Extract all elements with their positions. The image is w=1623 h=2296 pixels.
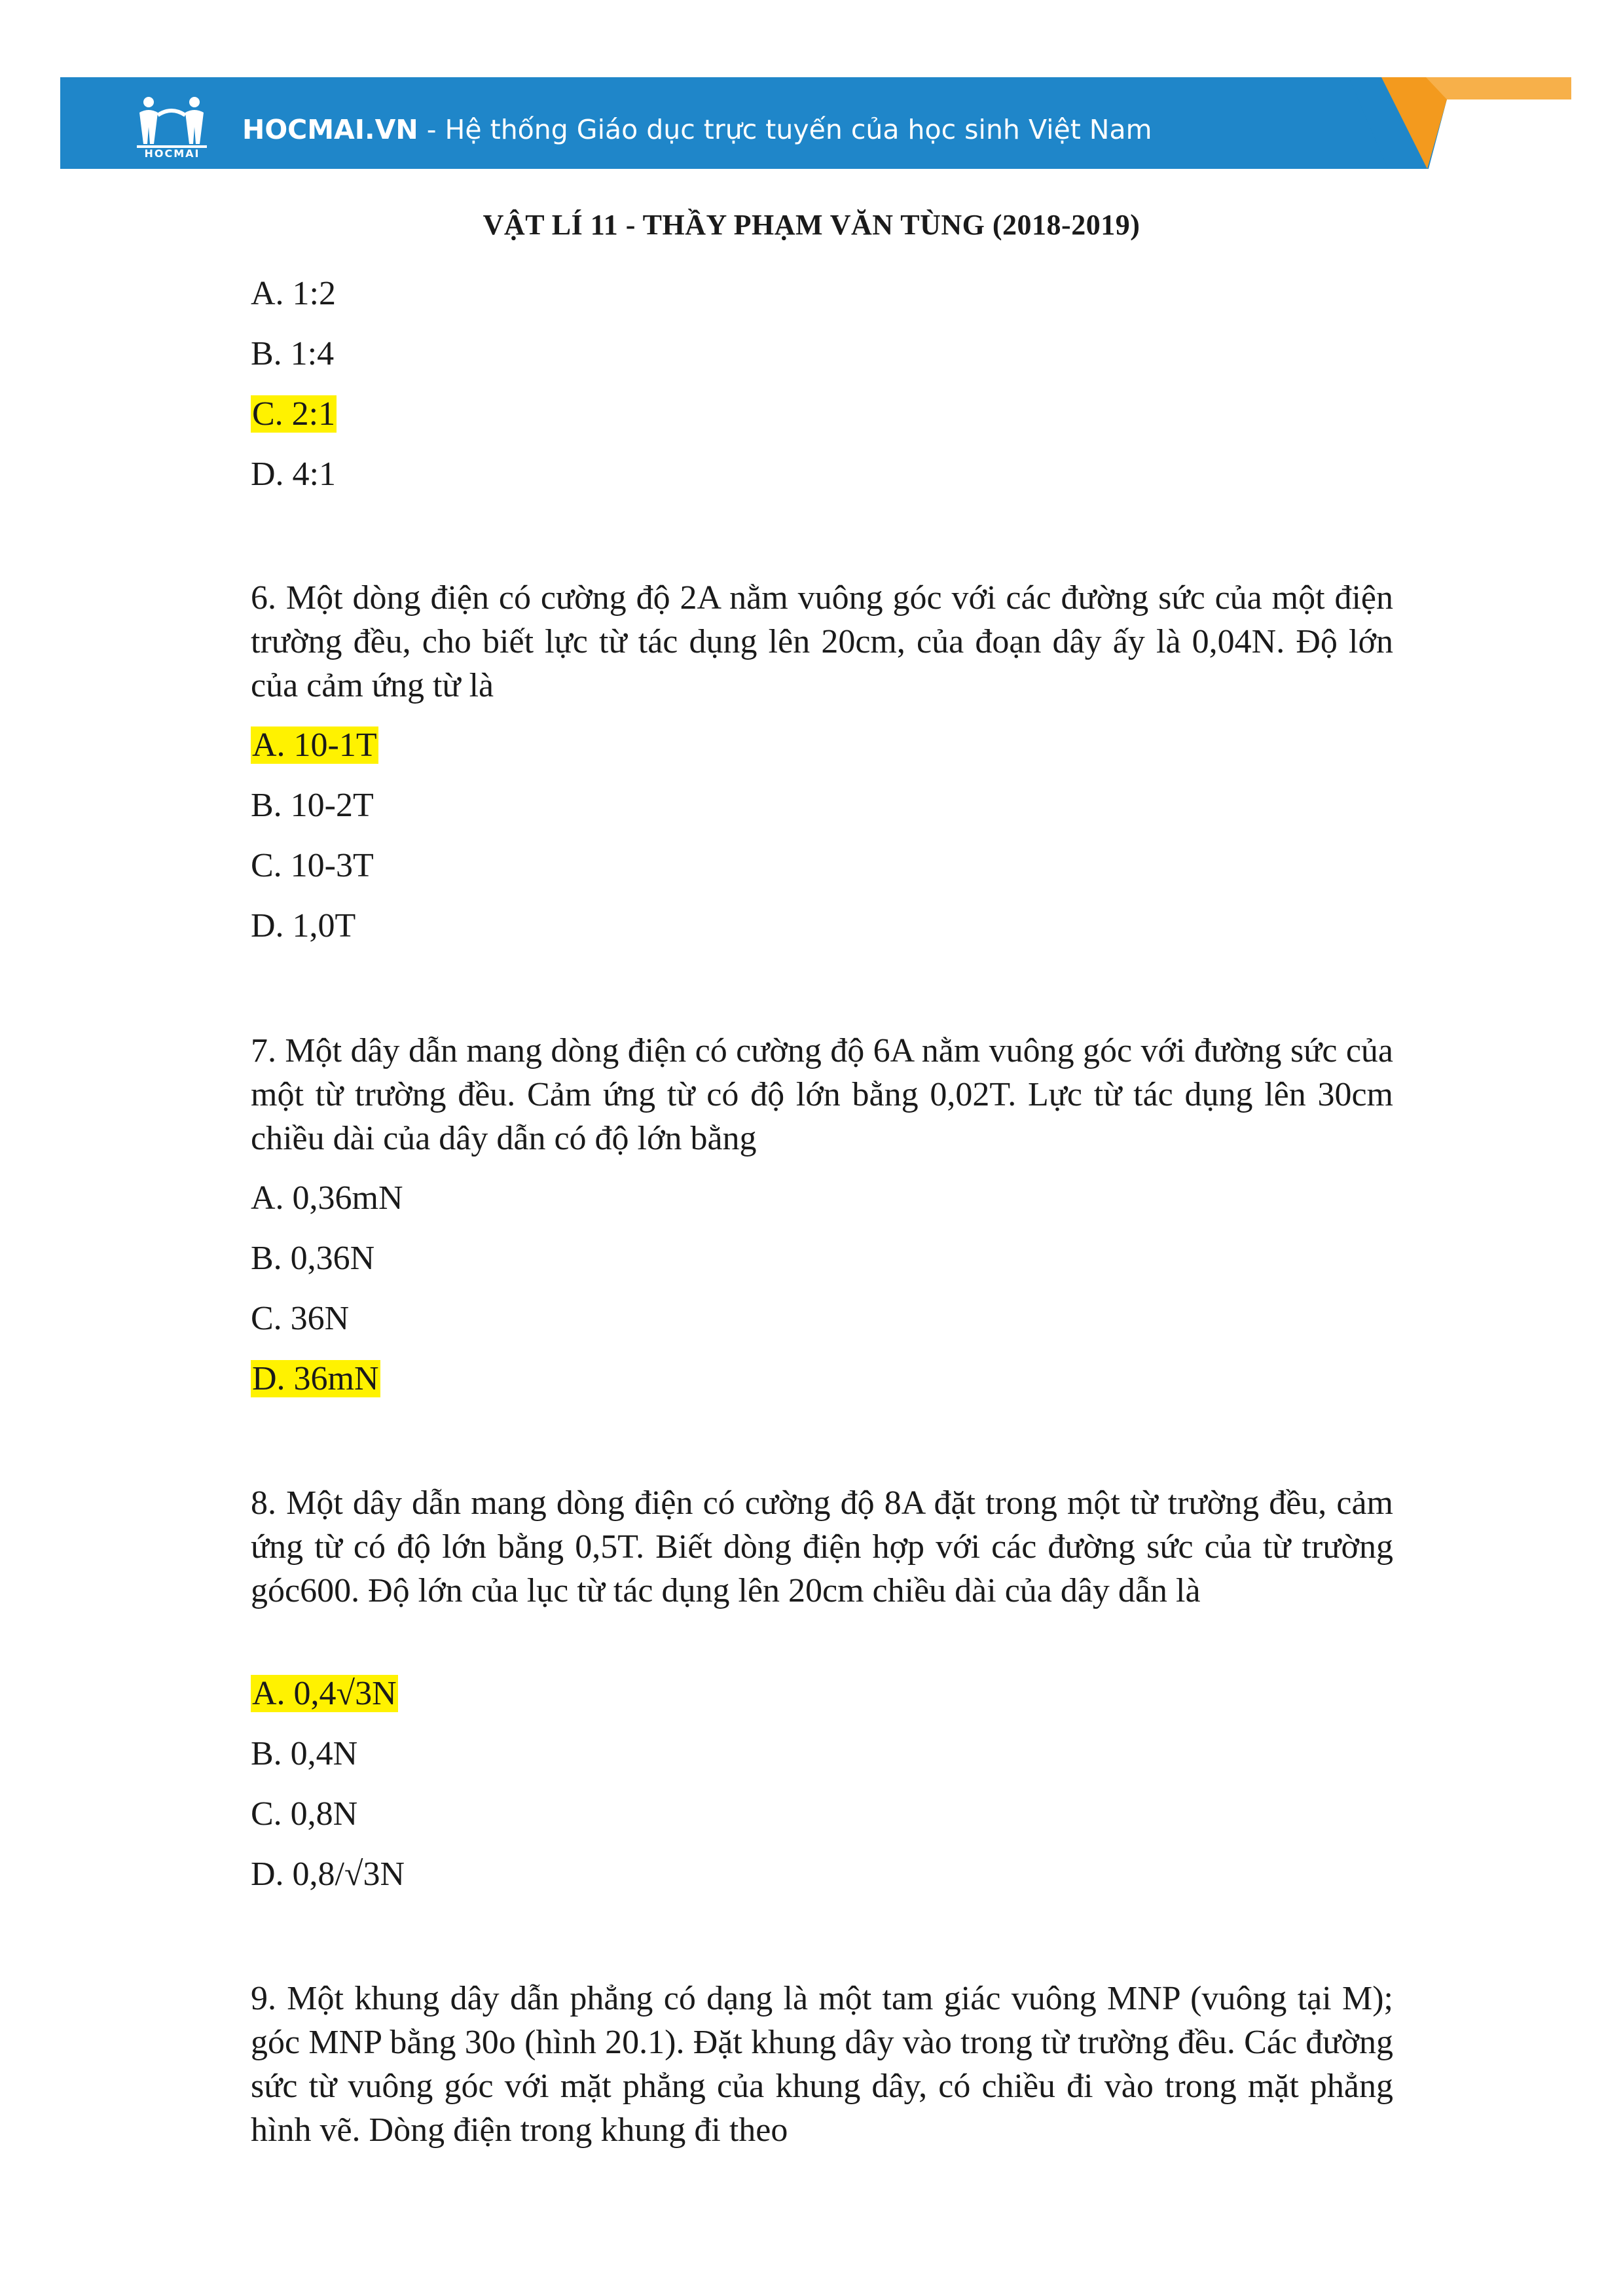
q8-option-a-correct [251, 1674, 398, 1714]
q6-option-c: C. 10-3T [251, 847, 374, 884]
q8-option-d: D. 0,8/√3N [251, 1856, 405, 1893]
q7-option-a: A. 0,36mN [251, 1179, 403, 1217]
answer-highlight: A. 10-1T [252, 726, 377, 764]
logo-caption: HOCMAI [144, 147, 200, 160]
q7-option-c: C. 36N [251, 1300, 350, 1337]
q5-option-c-correct [251, 394, 337, 435]
q5-option-a: A. 1:2 [251, 275, 336, 312]
q5-option-d: D. 4:1 [251, 456, 336, 493]
site-header-line [242, 110, 1152, 149]
q5-option-b: B. 1:4 [251, 335, 335, 372]
q6-option-a-correct [251, 725, 378, 766]
q7-option-d-correct [251, 1359, 380, 1399]
answer-highlight: A. 0,4√3N [252, 1675, 397, 1712]
q7-text: 7. Một dây dẫn mang dòng điện có cường độ 6A nằm vuông góc với đường sức của một từ trường đều. Cảm ứng từ có độ lớn bằng 0,02T. Lực từ tác dụng lên 30cm chiều dài của dây dẫn có độ lớn bằng [251, 1032, 1393, 1157]
q8-option-b: B. 0,4N [251, 1735, 358, 1772]
q8-option-c: C. 0,8N [251, 1795, 358, 1833]
course-title: VẬT LÍ 11 - THẦY PHẠM VĂN TÙNG (2018-2019) [483, 209, 1140, 241]
q6-text: 6. Một dòng điện có cường độ 2A nằm vuông góc với các đường sức của một điện trường đều, cho biết lực từ tác dụng lên 20cm, của đoạn dây ấy là 0,04N. Độ lớn của cảm ứng từ là [251, 579, 1393, 704]
answer-highlight: D. 36mN [252, 1360, 379, 1397]
q6-option-d: D. 1,0T [251, 907, 356, 944]
q6-option-b: B. 10-2T [251, 787, 374, 824]
q9-text: 9. Một khung dây dẫn phẳng có dạng là một tam giác vuông MNP (vuông tại M); góc MNP bằng 30o (hình 20.1). Đặt khung dây vào trong từ trường đều. Các đường sức từ vuông góc với mặt phẳng của khung dây, có chiều đi vào trong mặt phẳng hình vẽ. Dòng điện trong khung đi theo [251, 1980, 1393, 2149]
site-tagline: - Hệ thống Giáo dục trực tuyến của học sinh Việt Nam [418, 114, 1152, 145]
q7-option-b: B. 0,36N [251, 1240, 375, 1277]
answer-highlight: C. 2:1 [252, 395, 336, 433]
site-name[interactable]: HOCMAI.VN [242, 114, 418, 145]
q8-text: 8. Một dây dẫn mang dòng điện có cường độ 8A đặt trong một từ trường đều, cảm ứng từ có độ lớn bằng 0,5T. Biết dòng điện hợp với các đường sức của từ trường góc600. Độ lớn của lục từ tác dụng lên 20cm chiều dài của dây dẫn là [251, 1484, 1393, 1609]
banner-accent-shape [1349, 77, 1571, 169]
